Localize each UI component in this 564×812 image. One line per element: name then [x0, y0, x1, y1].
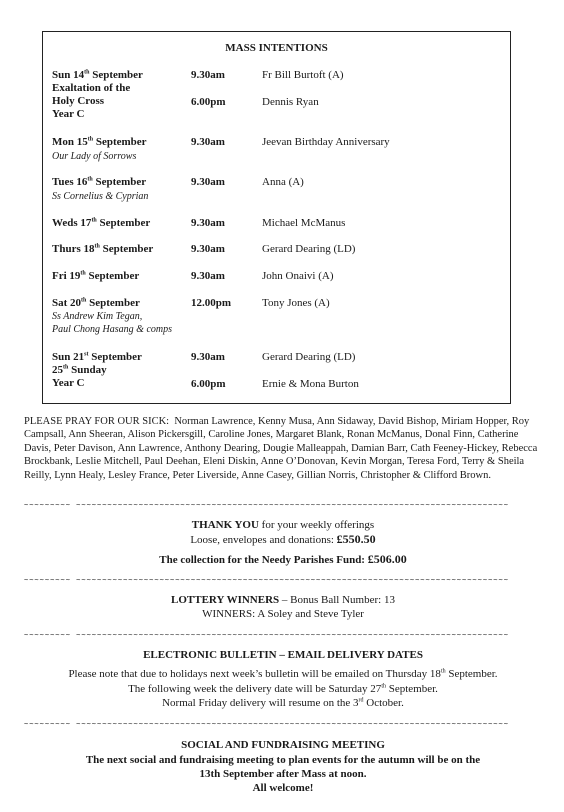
mass-day-sun-21: Sun 21st September: [52, 351, 142, 363]
mass-time: 6.00pm: [191, 96, 226, 108]
thank-you-heading: THANK YOU for your weekly offerings: [191, 519, 375, 531]
mass-time: 12.00pm: [191, 297, 232, 309]
mass-sunday-line: 25th Sunday: [52, 364, 107, 376]
sick-label: PLEASE PRAY FOR OUR SICK:: [24, 416, 170, 427]
mass-intention: Tony Jones (A): [262, 297, 330, 309]
mass-feast-line: Exaltation of the: [52, 82, 131, 94]
mass-intention: Fr Bill Burtoft (A): [262, 69, 344, 81]
mass-time: 6.00pm: [191, 378, 226, 390]
mass-day-weds-17: Weds 17th September: [52, 217, 151, 229]
lottery-winners: WINNERS: A Soley and Steve Tyler: [202, 608, 364, 620]
mass-day-sat-20: Sat 20th September: [52, 297, 140, 309]
bulletin-line: Normal Friday delivery will resume on the 3rd October.: [162, 697, 404, 709]
mass-year-line: Year C: [52, 377, 85, 389]
mass-day-mon-15: Mon 15th September: [52, 136, 147, 148]
mass-day-sun-14: Sun 14th September: [52, 69, 143, 81]
social-line: The next social and fundraising meeting to plan events for the autumn will be on the: [85, 754, 481, 766]
bulletin-line: The following week the delivery date will be Saturday 27th September.: [128, 683, 438, 695]
mass-intention: Dennis Ryan: [262, 96, 319, 108]
mass-saint-line: Our Lady of Sorrows: [52, 151, 137, 162]
separator: ~~~~~~~~~ ~~~~~~~~~~~~~~~~~~~~~~~~~~~~~~~~~~~~~~~~~~~~~~~~~~~~~~~~~~~~~~~~~~~~~~~~~~~~~~~~~~~: [24, 576, 509, 584]
separator: ~~~~~~~~~ ~~~~~~~~~~~~~~~~~~~~~~~~~~~~~~~~~~~~~~~~~~~~~~~~~~~~~~~~~~~~~~~~~~~~~~~~~~~~~~~~~~~: [24, 720, 509, 728]
mass-day-thurs-18: Thurs 18th September: [52, 243, 154, 255]
mass-saint-line: Ss Andrew Kim Tegan,: [52, 311, 143, 322]
sick-names: Norman Lawrence, Kenny Musa, Ann Sidaway, David Bishop, Miriam Hopper, Roy Campsall, Ann Sheeran, Alison Pickersgill, Caroline Jones, Margaret Blank, Ronan McManus, Donal Finn, Catherine Davis, Peter Davison, Ann Lawrence, Anthony Dearing, Dougie Malleappah, Damian Barr, Cath Feeney-Hickey, Rebecca Brockbank, Leslie Mitchell, Paul Deehan, Eleni Diskin, Anne O’Donovan, Kevin Morgan, Teresa Ford, Terry & Sheila Reilly, Lynn Healy, Lesley France, Peter Liverside, Anne Casey, Gillian Norris, Christopher & Clifford Brown.: [24, 416, 538, 481]
mass-intention: Jeevan Birthday Anniversary: [262, 136, 390, 148]
mass-day-fri-19: Fri 19th September: [52, 270, 140, 282]
mass-intention: John Onaivi (A): [262, 270, 334, 282]
sick-prayer-list: [24, 415, 542, 482]
mass-saint-line: Paul Chong Hasang & comps: [52, 324, 172, 335]
loose-donations-line: Loose, envelopes and donations: £550.50: [190, 532, 376, 546]
mass-day-tues-16: Tues 16th September: [52, 176, 147, 188]
lottery-heading: LOTTERY WINNERS – Bonus Ball Number: 13: [171, 594, 395, 606]
mass-intentions-title: MASS INTENTIONS: [225, 42, 328, 54]
mass-feast-line: Holy Cross: [52, 95, 105, 107]
mass-time: 9.30am: [191, 69, 225, 81]
social-line: 13th September after Mass at noon.: [199, 768, 367, 780]
mass-intentions-box: [42, 31, 511, 404]
bulletin-heading: ELECTRONIC BULLETIN – EMAIL DELIVERY DATES: [143, 649, 423, 661]
mass-intention: Michael McManus: [262, 217, 346, 229]
mass-intention: Ernie & Mona Burton: [262, 378, 359, 390]
mass-time: 9.30am: [191, 176, 225, 188]
separator: ~~~~~~~~~ ~~~~~~~~~~~~~~~~~~~~~~~~~~~~~~~~~~~~~~~~~~~~~~~~~~~~~~~~~~~~~~~~~~~~~~~~~~~~~~~~~~~: [24, 631, 509, 639]
mass-time: 9.30am: [191, 217, 225, 229]
needy-parishes-line: The collection for the Needy Parishes Fund: £506.00: [159, 552, 407, 566]
mass-time: 9.30am: [191, 243, 225, 255]
mass-intention: Gerard Dearing (LD): [262, 243, 356, 255]
social-heading: SOCIAL AND FUNDRAISING MEETING: [181, 739, 385, 751]
social-line: All welcome!: [252, 782, 314, 794]
separator: ~~~~~~~~~ ~~~~~~~~~~~~~~~~~~~~~~~~~~~~~~~~~~~~~~~~~~~~~~~~~~~~~~~~~~~~~~~~~~~~~~~~~~~~~~~~~~~: [24, 501, 509, 509]
bulletin-line: Please note that due to holidays next week’s bulletin will be emailed on Thursday 18th September.: [68, 668, 498, 680]
mass-time: 9.30am: [191, 351, 225, 363]
mass-time: 9.30am: [191, 136, 225, 148]
mass-intention: Anna (A): [262, 176, 304, 188]
mass-saint-line: Ss Cornelius & Cyprian: [52, 191, 149, 202]
mass-intention: Gerard Dearing (LD): [262, 351, 356, 363]
mass-time: 9.30am: [191, 270, 225, 282]
mass-year-line: Year C: [52, 108, 85, 120]
